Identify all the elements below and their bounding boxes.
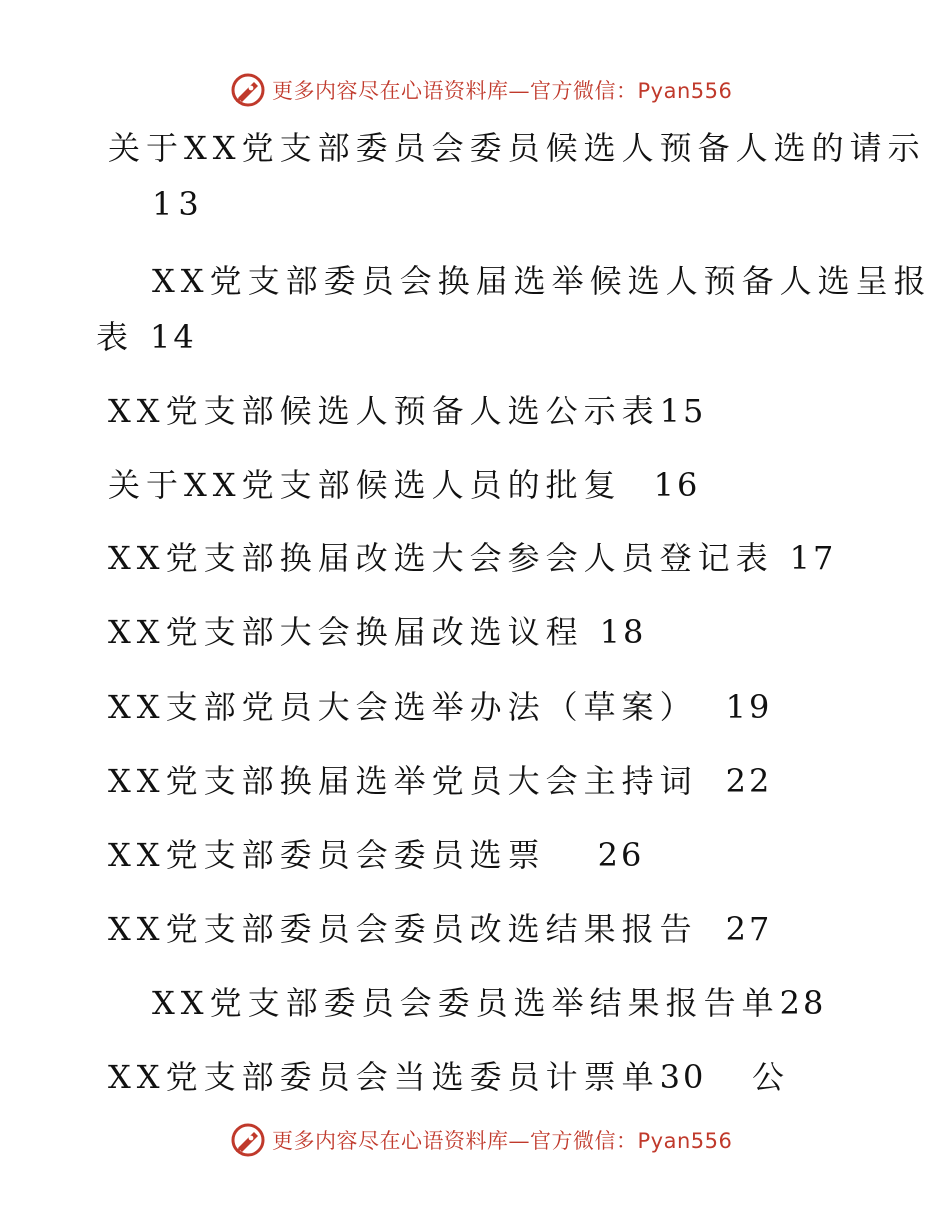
toc-entry-5 — [108, 538, 836, 578]
pen-logo-icon — [230, 1122, 266, 1158]
toc-entry-12 — [108, 1057, 706, 1097]
toc-entry-10 — [108, 909, 772, 949]
toc-entry-6 — [108, 612, 646, 652]
toc-entry-4-page: 16 — [653, 466, 701, 504]
toc-entry-12-page: 30 — [659, 1058, 707, 1096]
toc-entry-9 — [108, 835, 644, 875]
toc-entry-2-continuation — [96, 317, 197, 357]
toc-entry-8-page: 22 — [725, 762, 773, 800]
toc-entry-11 — [152, 983, 826, 1023]
toc-entry-5-page: 17 — [789, 539, 837, 577]
toc-entry-2-cont-text: 表 — [96, 318, 135, 356]
toc-entry-8 — [108, 761, 772, 801]
toc-entry-7-page: 19 — [725, 688, 773, 726]
toc-entry-6-page: 18 — [599, 613, 647, 651]
toc-entry-5-title: XX党支部换届改选大会参会人员登记表 — [108, 539, 774, 577]
toc-entry-7 — [108, 687, 772, 727]
toc-entry-7-title: XX支部党员大会选举办法（草案） — [108, 688, 698, 726]
toc-trailing-char: 公 — [752, 1058, 791, 1096]
toc-entry-11-page: 28 — [779, 984, 827, 1022]
watermark-handle: Pyan556 — [637, 1129, 733, 1153]
toc-entry-4 — [108, 465, 700, 505]
toc-entry-2-page: 14 — [150, 318, 197, 356]
toc-entry-3-title: XX党支部候选人预备人选公示表 — [108, 392, 660, 430]
toc-entry-4-title: 关于XX党支部候选人员的批复 — [108, 466, 622, 504]
watermark-handle: Pyan556 — [637, 79, 733, 103]
toc-entry-3 — [108, 391, 706, 431]
watermark-banner-bottom — [230, 1120, 732, 1160]
watermark-banner-top — [230, 70, 732, 110]
toc-entry-1-page: 13 — [152, 185, 205, 223]
toc-entry-9-title: XX党支部委员会委员选票 — [108, 836, 546, 874]
toc-entry-10-page: 27 — [725, 910, 773, 948]
toc-entry-2-title: XX党支部委员会换届选举候选人预备人选呈报 — [152, 262, 932, 300]
toc-entry-1-title: 关于XX党支部委员会委员候选人预备人选的请示 — [108, 129, 926, 167]
toc-entry-11-title: XX党支部委员会委员选举结果报告单 — [152, 984, 780, 1022]
toc-entry-12-title: XX党支部委员会当选委员计票单 — [108, 1058, 660, 1096]
watermark-text: 更多内容尽在心语资料库—官方微信：Pyan556 — [272, 1129, 733, 1153]
toc-entry-3-page: 15 — [659, 392, 707, 430]
pen-logo-icon — [230, 72, 266, 108]
toc-entry-10-title: XX党支部委员会委员改选结果报告 — [108, 910, 698, 948]
toc-entry-6-title: XX党支部大会换届改选议程 — [108, 613, 584, 651]
toc-entry-8-title: XX党支部换届选举党员大会主持词 — [108, 762, 698, 800]
toc-entry-9-page: 26 — [597, 836, 645, 874]
watermark-text: 更多内容尽在心语资料库—官方微信：Pyan556 — [272, 79, 733, 103]
